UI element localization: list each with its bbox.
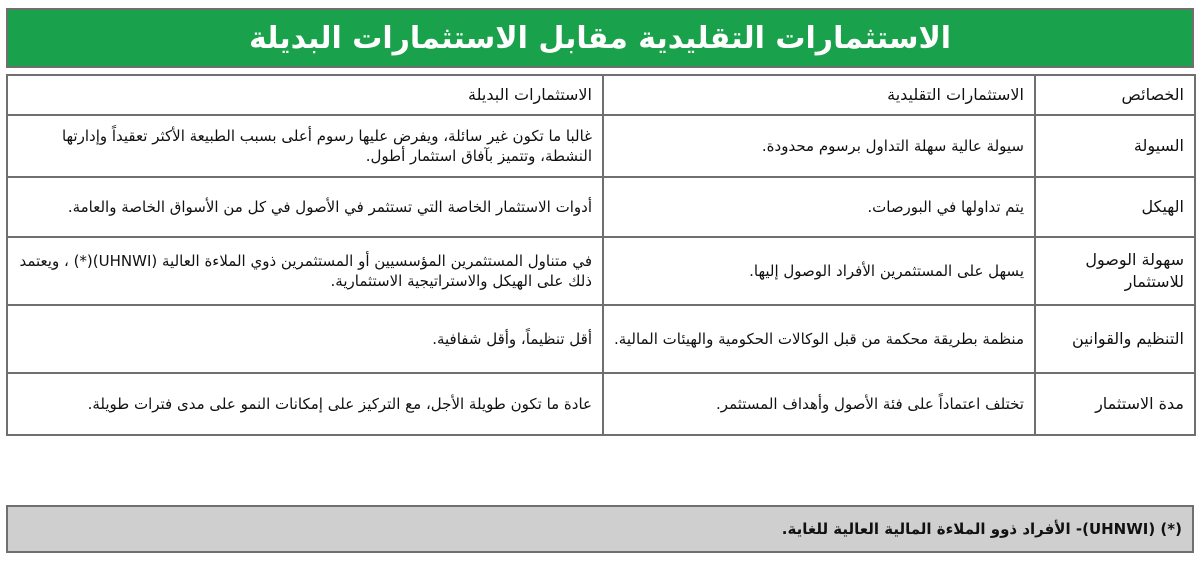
table-title: الاستثمارات التقليدية مقابل الاستثمارات البديلة [6,8,1194,68]
row-feature: سهولة الوصول للاستثمار [1035,237,1195,305]
row-alternative: عادة ما تكون طويلة الأجل، مع التركيز على إمكانات النمو على مدى فترات طويلة. [7,373,603,435]
table-row [7,177,1195,237]
row-traditional: يتم تداولها في البورصات. [603,177,1035,237]
table-row [7,373,1195,435]
table-row [7,305,1195,373]
row-alternative: غالبا ما تكون غير سائلة، ويفرض عليها رسوم أعلى بسبب الطبيعة الأكثر تعقيداً وإدارتها النشطة، وتتميز بآفاق استثمار أطول. [7,115,603,177]
row-feature: التنظيم والقوانين [1035,305,1195,373]
row-alternative: أدوات الاستثمار الخاصة التي تستثمر في الأصول في كل من الأسواق الخاصة والعامة. [7,177,603,237]
row-alternative: أقل تنظيماً، وأقل شفافية. [7,305,603,373]
row-traditional: تختلف اعتماداً على فئة الأصول وأهداف المستثمر. [603,373,1035,435]
row-feature: السيولة [1035,115,1195,177]
footnote: (*) (UHNWI)- الأفراد ذوو الملاءة المالية العالية للغاية. [6,505,1194,553]
table-row [7,237,1195,305]
table-row [7,115,1195,177]
row-traditional: يسهل على المستثمرين الأفراد الوصول إليها. [603,237,1035,305]
header-features: الخصائص [1035,75,1195,115]
header-alternative: الاستثمارات البديلة [7,75,603,115]
comparison-table [6,74,1196,436]
row-feature: الهيكل [1035,177,1195,237]
row-traditional: منظمة بطريقة محكمة من قبل الوكالات الحكومية والهيئات المالية. [603,305,1035,373]
row-traditional: سيولة عالية سهلة التداول برسوم محدودة. [603,115,1035,177]
row-feature: مدة الاستثمار [1035,373,1195,435]
row-alternative: في متناول المستثمرين المؤسسيين أو المستثمرين ذوي الملاءة العالية (UHNWI)(*) ، ويعتمد ذلك على الهيكل والاستراتيجية الاستثمارية. [7,237,603,305]
table-header-row [7,75,1195,115]
header-traditional: الاستثمارات التقليدية [603,75,1035,115]
